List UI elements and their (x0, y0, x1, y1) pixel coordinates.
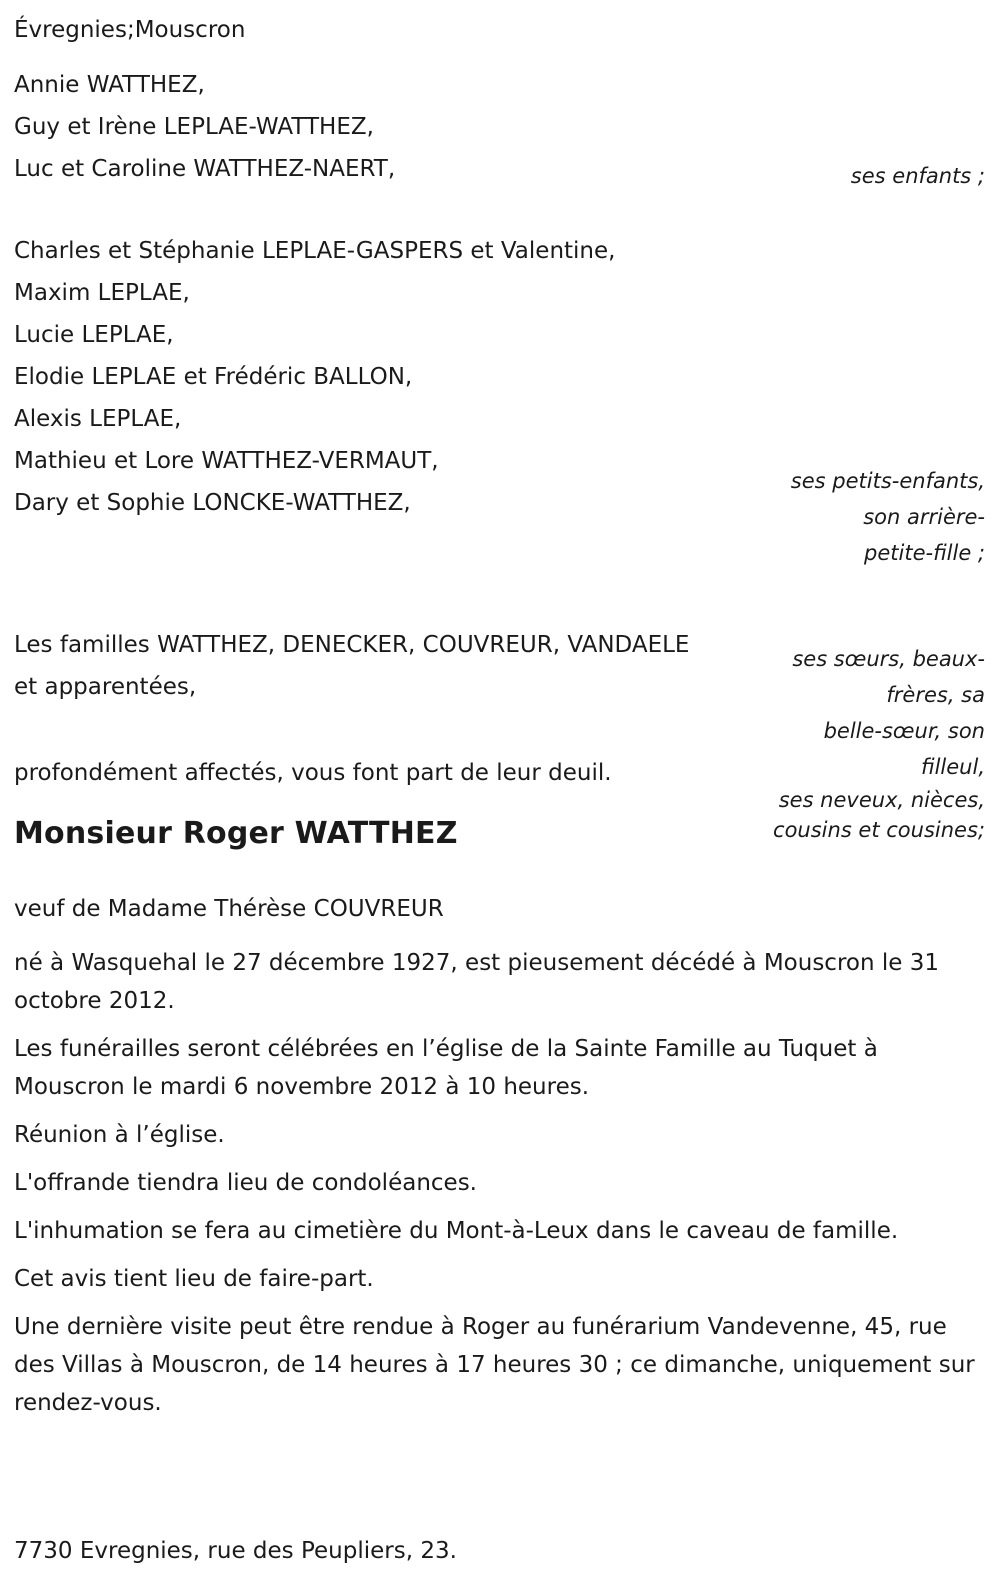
announcement-statement: profondément affectés, vous font part de leur deuil. (14, 760, 612, 786)
relation-label-line: belle-sœur, son (823, 719, 985, 743)
notice-paragraph: Cet avis tient lieu de faire-part. (14, 1266, 374, 1292)
deceased-name: Monsieur Roger WATTHEZ (14, 816, 458, 851)
grandchild-name: Lucie LEPLAE, (14, 322, 174, 348)
relation-label-line: filleul, (921, 755, 985, 779)
child-name: Annie WATTHEZ, (14, 72, 205, 98)
relation-label-grandchildren (565, 463, 985, 571)
families-line: et apparentées, (14, 674, 197, 700)
relation-label-line: ses petits-enfants, (790, 469, 985, 493)
spacer (14, 50, 714, 64)
grandchild-name: Alexis LEPLAE, (14, 406, 182, 432)
address-line: 7730 Evregnies, rue des Peupliers, 23. (14, 1538, 457, 1564)
grandchild-name: Elodie LEPLAE et Frédéric BALLON, (14, 364, 413, 390)
details-section (14, 944, 986, 1432)
relation-label-siblings (565, 641, 985, 785)
relation-label-line: petite-fille ; (864, 541, 985, 565)
spacer (14, 852, 714, 892)
gathering-paragraph: Réunion à l’église. (14, 1122, 225, 1148)
child-name: Luc et Caroline WATTHEZ-NAERT, (14, 156, 396, 182)
relation-label-line: ses sœurs, beaux- (792, 647, 985, 671)
locations-heading: Évregnies;Mouscron (14, 17, 246, 43)
grandchild-name: Maxim LEPLAE, (14, 280, 190, 306)
visit-paragraph: Une dernière visite peut être rendue à Roger au funérarium Vandevenne, 45, rue des Villas à Mouscron, de 14 heures à 17 heures 30 ; ce dimanche, uniquement sur rendez-vous. (14, 1314, 975, 1416)
offering-paragraph: L'offrande tiendra lieu de condoléances. (14, 1170, 477, 1196)
spacer (14, 190, 714, 230)
relation-label-children (565, 158, 985, 194)
footer-address (14, 1532, 986, 1580)
birth-death-paragraph: né à Wasquehal le 27 décembre 1927, est pieusement décédé à Mouscron le 31 octobre 2012. (14, 950, 939, 1014)
relation-label-line: ses enfants ; (850, 164, 985, 188)
spouse-line: veuf de Madame Thérèse COUVREUR (14, 896, 444, 922)
relation-label-nephews (565, 785, 985, 845)
child-name: Guy et Irène LEPLAE-WATTHEZ, (14, 114, 374, 140)
families-line: Les familles WATTHEZ, DENECKER, COUVREUR, VANDAELE (14, 632, 690, 658)
grandchild-name: Mathieu et Lore WATTHEZ-VERMAUT, (14, 448, 439, 474)
relation-label-line: son arrière- (863, 505, 985, 529)
relation-label-line: frères, sa (886, 683, 985, 707)
relation-label-line: cousins et cousines; (773, 818, 985, 842)
grandchild-name: Dary et Sophie LONCKE-WATTHEZ, (14, 490, 411, 516)
funeral-paragraph: Les funérailles seront célébrées en l’église de la Sainte Famille au Tuquet à Mouscron le mardi 6 novembre 2012 à 10 heures. (14, 1036, 878, 1100)
grandchild-name: Charles et Stéphanie LEPLAE-GASPERS et Valentine, (14, 238, 616, 264)
burial-paragraph: L'inhumation se fera au cimetière du Mont-à-Leux dans le caveau de famille. (14, 1218, 899, 1244)
relation-label-line: ses neveux, nièces, (778, 788, 985, 812)
